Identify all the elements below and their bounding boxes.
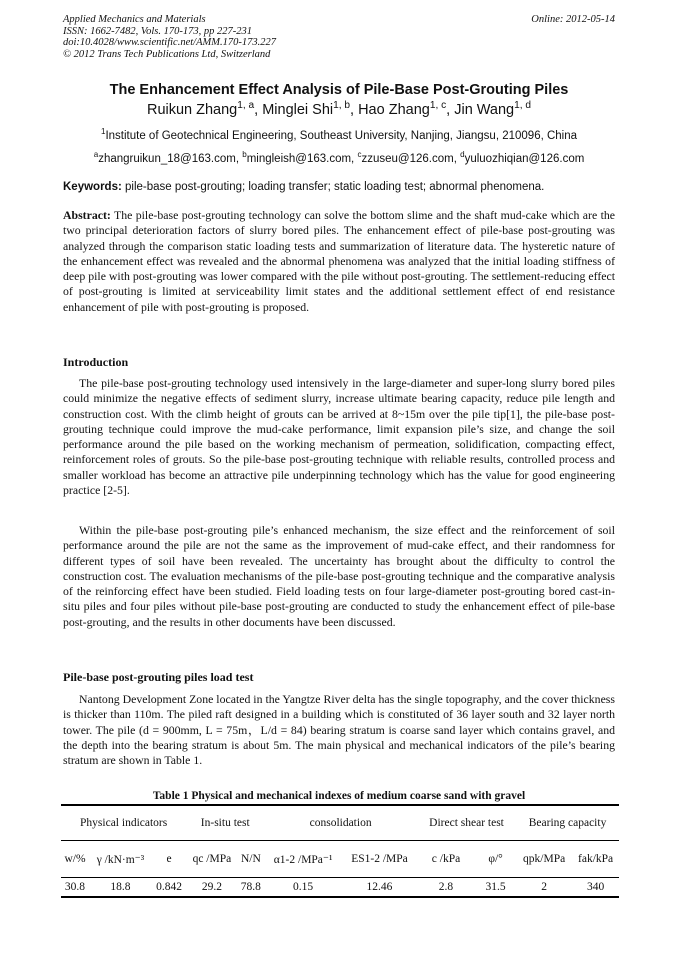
table-caption: Table 1 Physical and mechanical indexes of medium coarse sand with gravel <box>152 790 526 802</box>
table-group-header-row <box>61 805 619 841</box>
doi-line: doi:10.4028/www.scientific.net/AMM.170-173.227 <box>63 37 276 48</box>
affiliation-text: Institute of Geotechnical Engineering, Southeast University, Nanjing, Jiangsu, 210096, China <box>105 130 578 142</box>
intro-paragraph-1: The pile-base post-grouting technology used intensively in the large-diameter and super-long slurry bored piles could minimize the negative effects of sediment slurry, increase ultimate bearing capacity, reduce pile length and construction cost. With the climb height of grouts can be arrived at 8~15m over the pile tip[1], the pile-base post-grouting technique could improve the mud-cake performance, limit expansion pile’s size, and change the soil performance around the pile based on the working mechanism of permeation, solidification, compacting effect, reinforcement roles of grouts. So the pile-base post-grouting technique with reliable results, controlled process and smaller workload has become an attractive pile underpinning technology which has the value for good engineering practice [2-5]. <box>63 376 615 498</box>
table-column-header: w/% <box>61 841 89 878</box>
author-affil-mark: 1, b <box>333 100 351 112</box>
table-column-header: e <box>152 841 186 878</box>
author-affil-mark: 1, a <box>237 100 255 112</box>
table-column-header: ES1-2 /MPa <box>342 841 417 878</box>
email-list: $^a$zhangruikun_18@163.com, $^b$mingleish@163.com, $^c$zzuseu@126.com, $^d$yuluozhiqian@126.com <box>93 150 585 165</box>
email-address: mingleish@163.com <box>246 153 352 165</box>
table-column-header-row <box>61 841 619 878</box>
author-name: Hao Zhang <box>358 102 430 118</box>
table-cell: 30.8 <box>61 878 89 898</box>
table-column-header: qpk/MPa <box>516 841 572 878</box>
journal-header <box>63 14 615 60</box>
affiliation-mark: 1 <box>100 127 106 137</box>
issn-line: ISSN: 1662-7482, Vols. 170-173, pp 227-231 <box>63 25 252 37</box>
abstract-label: Abstract: <box>63 208 111 222</box>
email-address: zhangruikun_18@163.com <box>98 153 236 165</box>
table-column-header: α1-2 /MPa⁻¹ <box>264 841 342 878</box>
table-row <box>61 878 619 898</box>
table-cell: 31.5 <box>475 878 516 898</box>
paper-title: The Enhancement Effect Analysis of Pile-Base Post-Grouting Piles <box>109 82 569 98</box>
email-mark: d <box>460 150 465 160</box>
table-cell: 18.8 <box>89 878 152 898</box>
email-address: yuluozhiqian@126.com <box>464 153 585 165</box>
section-heading-load-test: Pile-base post-grouting piles load test <box>63 670 254 684</box>
table-column-header: qc /MPa <box>186 841 237 878</box>
properties-table <box>61 804 619 898</box>
table-group-header: Bearing capacity <box>516 805 619 841</box>
online-date: Online: 2012-05-14 <box>531 14 615 25</box>
abstract <box>63 208 615 315</box>
table-cell: 78.8 <box>238 878 265 898</box>
journal-name: Applied Mechanics and Materials <box>63 14 206 25</box>
keywords-text: pile-base post-grouting; loading transfer; static loading test; abnormal phenomena. <box>121 181 545 193</box>
email-mark: c <box>357 150 362 160</box>
table-cell: 340 <box>572 878 619 898</box>
table-cell: 0.842 <box>152 878 186 898</box>
intro-paragraph-2: Within the pile-base post-grouting pile’s enhanced mechanism, the size effect and the reinforcement of soil performance around the pile are not the same as the improvement of mud-cake effect, and their randomness for different types of soil have been revealed. The uncertainty has brought about the difficulty to control the construction cost. The evaluation mechanisms of the pile-base post-grouting technique and the comparative analysis of the reinforcing effect have been studied. Field loading tests on four large-diameter post-grouting bored cast-in-situ piles and four piles without pile-base post-grouting are conducted to study the enhancement effect of pile-base post-grouting, and the results in other documents have been discussed. <box>63 523 615 629</box>
table-cell: 29.2 <box>186 878 237 898</box>
table-column-header: φ/° <box>475 841 516 878</box>
table-cell: 2 <box>516 878 572 898</box>
load-test-paragraph-1: Nantong Development Zone located in the Yangtze River delta has the single topography, and the cover thickness is thicker than 110m. The piled raft designed in a building which is constituted of 36 layer south and 32 layer north tower. The pile (d = 900mm, L = 75m，L/d = 84) bearing stratum is coarse sand layer which contains gravel, and the depth into the bearing stratum is about 5m. The main physical and mechanical indicators of the pile’s bearing stratum are shown in Table 1. <box>63 692 615 768</box>
table-column-header: N/N <box>238 841 265 878</box>
table-column-header: γ /kN·m⁻³ <box>89 841 152 878</box>
table-column-header: c /kPa <box>417 841 475 878</box>
email-mark: a <box>93 150 99 160</box>
table-group-header: Direct shear test <box>417 805 516 841</box>
author-affil-mark: 1, d <box>514 100 532 112</box>
author-name: Minglei Shi <box>262 102 334 118</box>
author-name: Ruikun Zhang <box>146 102 238 118</box>
table-cell: 12.46 <box>342 878 417 898</box>
copyright-line: © 2012 Trans Tech Publications Ltd, Switzerland <box>63 48 271 60</box>
author-name: Jin Wang <box>454 102 515 118</box>
table-group-header: Physical indicators <box>61 805 186 841</box>
table-group-header: consolidation <box>264 805 417 841</box>
email-address: zzuseu@126.com <box>361 153 454 165</box>
table-cell: 0.15 <box>264 878 342 898</box>
table-column-header: fak/kPa <box>572 841 619 878</box>
author-list: Ruikun Zhang$^{1, a}$, Minglei Shi$^{1, b}$, Hao Zhang$^{1, c}$, Jin Wang$^{1, d}$ <box>146 100 532 118</box>
keywords <box>63 181 615 193</box>
keywords-label: Keywords: <box>63 181 122 193</box>
table-cell: 2.8 <box>417 878 475 898</box>
section-heading-introduction: Introduction <box>63 355 129 369</box>
affiliation <box>0 127 678 142</box>
author-affil-mark: 1, c <box>429 100 447 112</box>
table-group-header: In-situ test <box>186 805 264 841</box>
abstract-text: The pile-base post-grouting technology can solve the bottom slime and the shaft mud-cake which are the two principal deterioration factors of slurry bored piles. The enhancement effect of pile-base post-grouting was analyzed through the comparison static loading tests and summarization of literature data. The hysteretic nature of the enhancement effect was revealed and the abnormal phenomena was analyzed that the initial loading stiffness of deep pile with post-grouting was lower compared with the pile without post-grouting. The settlement-reducing effect of post-grouting is limited at serviceability limit states and the additional settlement effect of end resistance enhancement of pile with post-grouting is proposed. <box>63 208 615 314</box>
email-mark: b <box>242 150 247 160</box>
